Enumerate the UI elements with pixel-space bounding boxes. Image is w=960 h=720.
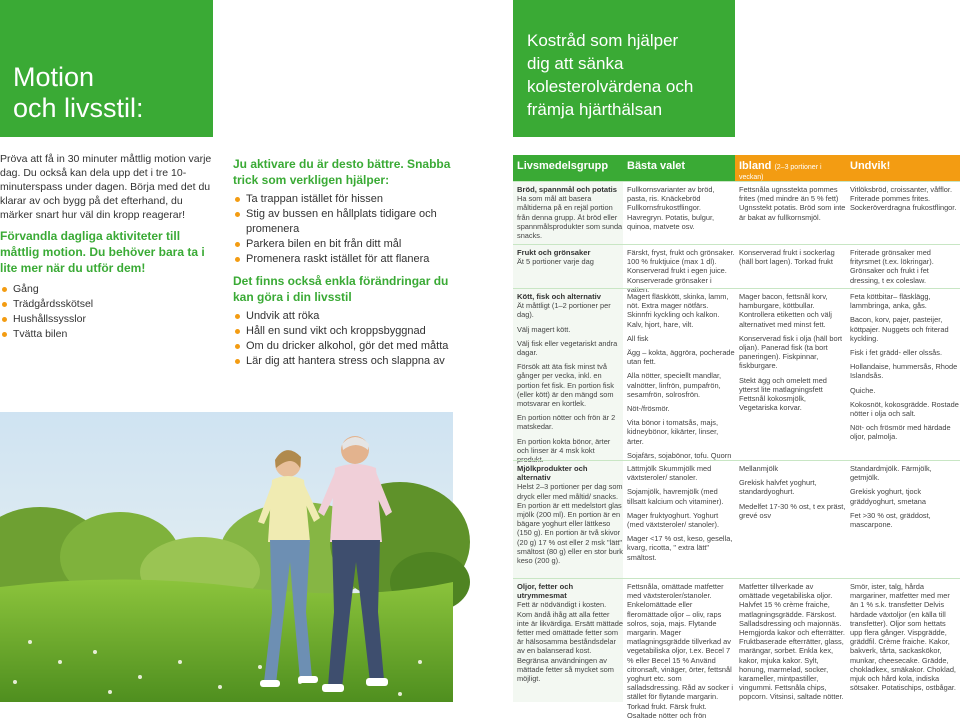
cost-title-line: Kostråd som hjälper (527, 31, 679, 50)
list-item: Parkera bilen en bit från ditt mål (233, 237, 455, 252)
cell-text: Fisk i fet grädd- eller olssås. (850, 348, 943, 358)
group-name: Frukt och grönsaker (517, 248, 591, 257)
avoid-cell (846, 464, 960, 534)
lifestyle-list (233, 309, 455, 369)
group-name: Bröd, spannmål och potatis (517, 185, 617, 194)
motion-title-box (0, 0, 213, 137)
lifestyle-heading: Det finns också enkla förändringar du kan göra i din livsstil (233, 274, 449, 304)
list-item: Håll en sund vikt och kroppsbyggnad (233, 324, 455, 339)
middle-column (233, 156, 455, 375)
cell-text: Mager bacon, fettsnål korv, hamburgare, köttbullar. Kontrollera etiketten och välj alternativet med minst fett. (739, 292, 832, 329)
cell-text: Mellanmjölk (739, 464, 779, 473)
group-name: Mjölkprodukter och alternativ (517, 464, 588, 483)
cell-text: Alla nötter, speciellt mandlar, valnötter, linfrön, pumpafrön, sesamfrön, solrosfrön. (627, 371, 722, 399)
cell-text: Standardmjölk. Färmjölk, getmjölk. (850, 464, 932, 483)
walking-couple-photo (0, 412, 453, 702)
avoid-cell (846, 292, 960, 447)
group-text: Ät måttligt (1–2 portioner per dag). (517, 301, 611, 320)
group-name: Kött, fisk och alternativ (517, 292, 601, 301)
cell-text: Stekt ägg och omelett med ytterst lite matlagningsfett Fettsnål kokosmjölk, Vegetariska korvar. (739, 375, 827, 413)
cell-text: Sojamjölk, havremjölk (med tillsatt kalcium och vitaminer). (627, 487, 724, 506)
cell-text: Ägg – kokta, äggröra, pocherade utan fett. (627, 348, 735, 367)
sometimes-cell: Matfetter tillverkade av omättade vegetabiliska oljor. Halvfet 15 % crème fraiche, matlagningsgrädde. Färskost. Salladsdressing och majonnäs. Hemgjorda kakor och efterrätter. Fruktbaserade efterrätter, glass, marängar, sorbet. Enkla kex, kakor, mjuka kakor. Sylt, honung, marmelad, socker, karameller, mintpastiller, vingummi. Fettsnåla chips, popcorn. Vitsinsi, saltade nötter. (739, 582, 845, 702)
list-item: Om du dricker alkohol, gör det med måtta (233, 339, 455, 354)
table-row (513, 578, 960, 720)
cell-text: Fet >30 % ost, gräddost, mascarpone. (850, 510, 931, 530)
cell-text: Quiche. (850, 385, 876, 395)
motion-title-line1: Motion (13, 62, 95, 92)
list-item: Undvik att röka (233, 309, 455, 324)
avoid-cell: Friterade grönsaker med frityrsmet (t.ex. lökringar). Grönsaker och frukt i fet dressing, t ex coleslaw. (850, 248, 934, 285)
tricks-list (233, 192, 455, 267)
table-row (513, 460, 960, 578)
cost-title-line: dig att sänka (527, 54, 624, 73)
activity-list (0, 282, 215, 342)
left-column (0, 152, 215, 342)
sometimes-cell (735, 464, 846, 525)
group-text: Försök att äta fisk minst två gånger per vecka, inkl. en portion fet fisk. En portion fisk (eller kött) är den mängd som motsvarar en kortlek. (517, 362, 614, 409)
best-cell (623, 292, 735, 465)
header-group: Livsmedelsgrupp (513, 155, 623, 181)
cost-title-line: kolesterolvärdena och (527, 77, 694, 96)
left-heading: Förvandla dagliga aktiviteter till måttlig motion. Du behöver bara ta i lite mer när du utför dem! (0, 229, 205, 275)
cost-title-line: främja hjärthälsan (527, 100, 663, 119)
list-item: Stig av bussen en hållplats tidigare och promenera (233, 207, 455, 237)
cell-text: Konserverad fisk i olja (häll bort oljan). Panerad fisk (ta bort paneringen). Fiskpinnar, fiskburgare. (739, 333, 843, 371)
group-text: En portion nötter och frön är 2 matskedar. (517, 413, 616, 432)
group-cell (513, 292, 623, 469)
group-text: En portion kokta bönor, ärter och linser är 4 msk kokt produkt. (517, 436, 611, 465)
group-text: Ha som mål att basera måltiderna på en rejäl portion från denna grupp. Ät bröd eller spannmålsprodukter som sunda snacks. (517, 194, 623, 241)
cell-text: Magert fläskkött, skinka, lamm, nöt. Extra mager nötfärs. Skinnfri kyckling och kalkon. Kalv, hjort, hare, vilt. (627, 292, 729, 329)
sometimes-cell: Konserverad frukt i sockerlag (häll bort lagen). Torkad frukt (739, 248, 835, 267)
avoid-cell: Vitlöksbröd, croissanter, våfflor. Friterade pommes frites. Sockeröverdragna frukostflingor. (850, 185, 957, 213)
header-avoid: Undvik! (846, 155, 960, 181)
header-sometimes (735, 155, 846, 181)
cell-text: Sojafärs, sojabönor, tofu. Quorn (627, 450, 732, 460)
best-cell (623, 464, 735, 567)
cell-text: Mager fruktyoghurt. Yoghurt (med växtsteroler/ stanoler). (627, 510, 720, 530)
cell-text: Nöt- och frösmör med härdade oljor, palmolja. (850, 423, 951, 442)
header-sometimes-sub: (2–3 portioner i veckan) (739, 164, 822, 182)
group-cell (513, 248, 623, 266)
motion-title-line2: och livsstil: (13, 93, 144, 123)
cell-text: Bacon, korv, pajer, pasteijer, köttpajer. Nuggets och friterad kyckling. (850, 315, 949, 343)
cost-title-box (513, 0, 735, 137)
list-item: Lär dig att hantera stress och slappna av (233, 354, 455, 369)
sometimes-cell (735, 292, 846, 417)
list-item: Promenera raskt istället för att flanera (233, 252, 455, 267)
cell-text: Medelfet 17-30 % ost, t ex präst, grevé osv (739, 501, 846, 520)
header-best: Bästa valet (623, 155, 735, 181)
cell-text: Nöt-/frösmör. (627, 404, 670, 414)
list-item: Gång (0, 282, 215, 297)
cell-text: Grekisk halvfet yoghurt, standardyoghurt. (739, 478, 817, 497)
table-row (513, 288, 960, 465)
header-sometimes-label: Ibland (739, 160, 772, 172)
list-item: Tvätta bilen (0, 327, 215, 342)
list-item: Trädgårdsskötsel (0, 297, 215, 312)
group-cell (513, 185, 623, 240)
cell-text: Feta köttbitar– fläsklägg, lammbringa, anka, gås. (850, 292, 931, 311)
group-name: Oljor, fetter och utrymmesmat (517, 582, 574, 601)
cell-text: Grekisk yoghurt, tjock gräddyoghurt, smetana (850, 487, 927, 506)
avoid-cell: Smör, ister, talg, hårda margariner, matfetter med mer än 1 % s.k. transfetter Delvis härdade växtoljor (en källa till transfetter). Oljor som hettats upp flera gånger. Vispgrädde, gräddfil. Crème fraiche. Kakor, bakverk, tårta, sackaskökor, munkar, cheesecake. Grädde, chokladkex, smäkakor. Choklad, mjuk och hård kola, indiska sötsaker. Potatischips, ostbågar. (850, 582, 956, 693)
intro-text: Pröva att få in 30 minuter måttlig motion varje dag. Du också kan dela upp det i tre 10-minuterspass under dagen. Börja med det du klarar av och bygg på det efterhand, du märker snart hur väl din kropp reagerar! (0, 153, 212, 221)
cell-text: Kokosnöt, kokosgrädde. Rostade nötter i olja och salt. (850, 399, 959, 419)
table-row (513, 244, 960, 294)
group-text: Välj fisk eller vegetariskt andra dagar. (517, 338, 618, 358)
group-cell (513, 464, 623, 565)
best-cell: Fettsnåla, omättade matfetter med växtsteroler/stanoler. Enkelomättade eller fleromättade oljor – oliv, raps solros, soja, majs. Flytande margarin. Mager matlagningsgrädde tillverkad av vegetabiliska oljor, t.ex. Becel 7 % eller Becel 15 % Använd citronsaft, vinäger, örter, fettsnål yoghurt etc. som salladsdressing. Råd av socker i stället för flytande margarin. Torkad frukt. Färsk frukt. Osaltade nötter och frön (627, 582, 733, 720)
tricks-heading: Ju aktivare du är desto bättre. Snabba trick som verkligen hjälper: (233, 157, 451, 187)
group-text: Fett är nödvändigt i kosten. Kom ändå ihåg att alla fetter inte är likvärdiga. Ersätt mättade fetter med omättade fetter som är hälsosamma beståndsdelar av en balanserad kost. Begränsa användningen av mättade fetter så mycket som möjligt. (517, 600, 623, 684)
sometimes-cell: Fettsnåla ugnsstekta pommes frites (med mindre än 5 % fett) Ugnsstekt potatis. Bröd som inte är bakat av fullkornsmjöl. (739, 185, 846, 222)
cell-text: Vita bönor i tomatsås, majs, kidneybönor, kikärter, linser, ärter. (627, 418, 719, 446)
cell-text: All fisk (627, 333, 649, 343)
group-text: Helst 2–3 portioner per dag som dryck eller med måltid/ snacks. En portion är ett medelstort glas mjölk (200 ml). En portion är en bägare yoghurt eller lättkeso (150 g). En portion är två skivor (20 g) 17 % ost eller 2 msk "lätt" smältost (80 g) eller en stor burk keso (200 g). (517, 482, 623, 566)
cell-text: Hollandaise, hummersås, Rhode Islandsås. (850, 362, 958, 381)
list-item: Hushållssysslor (0, 312, 215, 327)
best-cell: Färskt, fryst, frukt och grönsaker. 100 % fruktjuice (max 1 dl). Konserverad frukt i egen juice. Konserverade grönsaker i vatten. (627, 248, 735, 294)
best-cell: Fullkornsvarianter av bröd, pasta, ris. Knäckebröd Fullkornsfrukostflingor. Havregryn. Potatis, bulgur, quinoa, matvete osv. (627, 185, 715, 231)
group-cell (513, 582, 623, 683)
cell-text: Lättmjölk Skummjölk med växtsteroler/ stanoler. (627, 464, 712, 483)
list-item: Ta trappan istället för hissen (233, 192, 455, 207)
table-row (513, 181, 960, 244)
group-text: Ät 5 portioner varje dag (517, 257, 594, 267)
food-table (513, 155, 960, 720)
group-text: Välj magert kött. (517, 324, 571, 334)
cell-text: Mager <17 % ost, keso, gesella, kvarg, ricotta, " extra lätt" smältost. (627, 534, 733, 562)
